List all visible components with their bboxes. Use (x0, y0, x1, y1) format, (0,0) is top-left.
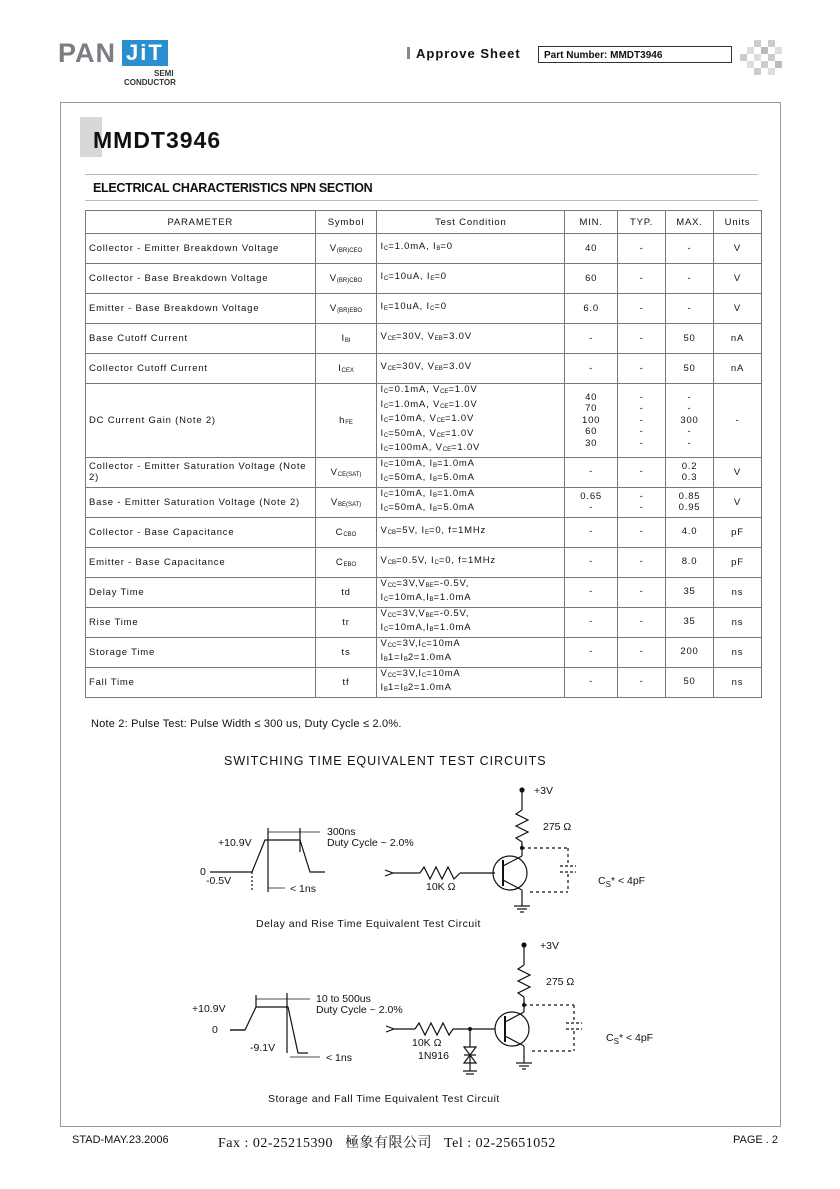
pulse-test-note: Note 2: Pulse Test: Pulse Width ≤ 300 us, Duty Cycle ≤ 2.0%. (91, 718, 402, 730)
logo-conductor-text: CONDUCTOR (124, 78, 176, 87)
test-condition-cell: $I_C=10mA$, $I_B=1.0mA$ $I_C=50mA$, $I_B=5.0mA$ (377, 457, 565, 487)
symbol-cell: $h_{FE}$ (315, 384, 377, 458)
company-logo (58, 38, 188, 90)
table-row (86, 294, 762, 324)
typ-value-cell: - - - - - (618, 384, 666, 458)
typ-value-cell: - (618, 577, 666, 607)
table-row (86, 324, 762, 354)
electrical-characteristics-table (85, 210, 762, 698)
typ-value-cell: - (618, 354, 666, 384)
page-title: MMDT3946 (93, 127, 222, 153)
table-row (86, 547, 762, 577)
test-condition-cell: $V_{CC}=3V,I_C=10mA$ $I_B1=I_B2=1.0mA$ (377, 637, 565, 667)
transistor-icon (495, 1012, 529, 1046)
typ-value-cell: - (618, 234, 666, 264)
c2-diode-label: 1N916 (418, 1050, 449, 1062)
units-cell: nA (714, 354, 762, 384)
column-header: MIN. (565, 211, 618, 234)
units-cell: nA (714, 324, 762, 354)
c1-pulse-width-label: 300ns (327, 826, 356, 838)
divider (85, 174, 758, 175)
symbol-cell: tf (315, 667, 377, 697)
max-value-cell: 8.0 (666, 547, 714, 577)
max-value-cell: - - 300 - - (666, 384, 714, 458)
units-cell: V (714, 487, 762, 517)
max-value-cell: - (666, 264, 714, 294)
test-condition-cell: $V_{CE}=30V$, $V_{EB}=3.0V$ (377, 324, 565, 354)
min-value-cell: 40 70 100 60 30 (565, 384, 618, 458)
c2-cap-label: $C_S* < 4pF$ (606, 1032, 654, 1046)
symbol-cell: $V_{BE(SAT)}$ (315, 487, 377, 517)
c1-pulse-zero-label: 0 (200, 866, 206, 878)
typ-value-cell: - (618, 457, 666, 487)
table-header-row (86, 211, 762, 234)
units-cell: ns (714, 607, 762, 637)
parameter-cell: Collector - Emitter Breakdown Voltage (86, 234, 316, 264)
parameter-cell: Base - Emitter Saturation Voltage (Note 2) (86, 487, 316, 517)
min-value-cell: - (565, 607, 618, 637)
min-value-cell: - (565, 517, 618, 547)
table-row (86, 637, 762, 667)
symbol-cell: td (315, 577, 377, 607)
transistor-icon (493, 856, 527, 890)
footer-contact: Fax : 02-25215390 極象有限公司 Tel : 02-25651052 (218, 1136, 556, 1151)
circuit1-caption: Delay and Rise Time Equivalent Test Circuit (256, 918, 481, 930)
units-cell: V (714, 264, 762, 294)
units-cell: V (714, 234, 762, 264)
parameter-cell: DC Current Gain (Note 2) (86, 384, 316, 458)
c2-supply-label: +3V (540, 940, 559, 952)
max-value-cell: 0.2 0.3 (666, 457, 714, 487)
max-value-cell: 0.85 0.95 (666, 487, 714, 517)
typ-value-cell: - (618, 294, 666, 324)
max-value-cell: 35 (666, 607, 714, 637)
max-value-cell: - (666, 294, 714, 324)
part-number-box: Part Number: MMDT3946 (538, 46, 732, 63)
c2-pulse-high-label: +10.9V (192, 1003, 226, 1015)
units-cell: ns (714, 637, 762, 667)
symbol-cell: $V_{CE(SAT)}$ (315, 457, 377, 487)
c1-cap-label: $C_S* < 4pF$ (598, 875, 646, 889)
symbol-cell: tr (315, 607, 377, 637)
collector-resistor-icon (516, 810, 528, 842)
test-condition-cell: $V_{CE}=30V$, $V_{EB}=3.0V$ (377, 354, 565, 384)
divider (85, 200, 758, 201)
parameter-cell: Emitter - Base Capacitance (86, 547, 316, 577)
test-condition-cell: $I_C=0.1mA$, $V_{CE}=1.0V$ $I_C=1.0mA$, $V_{CE}=1.0V$ $I_C=10mA$, $V_{CE}=1.0V$ $I_C=50mA$, $V_{CE}=1.0V$ $I_C=100mA$, $V_{CE}=1.0V$ (377, 384, 565, 458)
table-row (86, 517, 762, 547)
parameter-cell: Collector - Base Capacitance (86, 517, 316, 547)
min-value-cell: 60 (565, 264, 618, 294)
typ-value-cell: - (618, 607, 666, 637)
max-value-cell: 35 (666, 577, 714, 607)
symbol-cell: $I_{BI}$ (315, 324, 377, 354)
logo-pan-text: PAN (58, 38, 117, 68)
max-value-cell: 50 (666, 354, 714, 384)
c2-duty-label: Duty Cycle ~ 2.0% (316, 1004, 403, 1016)
table-row (86, 667, 762, 697)
c1-pulse-low-label: -0.5V (206, 875, 232, 887)
c1-duty-label: Duty Cycle ~ 2.0% (327, 837, 414, 849)
symbol-cell: $I_{CEX}$ (315, 354, 377, 384)
c2-fall-label: < 1ns (326, 1052, 352, 1064)
table-row (86, 384, 762, 458)
logo-jit-text: JiT (122, 40, 168, 66)
units-cell: pF (714, 547, 762, 577)
switching-title: SWITCHING TIME EQUIVALENT TEST CIRCUITS (224, 754, 547, 768)
units-cell: V (714, 294, 762, 324)
symbol-cell: $V_{(BR)EBO}$ (315, 294, 377, 324)
test-condition-cell: $V_{CB}=0.5V$, $I_C=0$, f=1MHz (377, 547, 565, 577)
min-value-cell: 40 (565, 234, 618, 264)
parameter-cell: Collector - Base Breakdown Voltage (86, 264, 316, 294)
column-header: TYP. (618, 211, 666, 234)
min-value-cell: - (565, 637, 618, 667)
parameter-cell: Fall Time (86, 667, 316, 697)
table-row (86, 487, 762, 517)
units-cell: - (714, 384, 762, 458)
c2-pulse-low-label: -9.1V (250, 1042, 276, 1054)
test-condition-cell: $V_{CC}=3V,I_C=10mA$ $I_B1=I_B2=1.0mA$ (377, 667, 565, 697)
min-value-cell: 0.65 - (565, 487, 618, 517)
typ-value-cell: - (618, 324, 666, 354)
typ-value-cell: - (618, 637, 666, 667)
table-body (86, 234, 762, 698)
units-cell: ns (714, 667, 762, 697)
typ-value-cell: - (618, 667, 666, 697)
min-value-cell: 6.0 (565, 294, 618, 324)
parameter-cell: Collector Cutoff Current (86, 354, 316, 384)
c2-collector-resistor-label: 275 Ω (546, 976, 575, 988)
units-cell: pF (714, 517, 762, 547)
test-condition-cell: $I_C=10mA$, $I_B=1.0mA$ $I_C=50mA$, $I_B=5.0mA$ (377, 487, 565, 517)
approve-sheet-label: Approve Sheet (407, 46, 521, 61)
parameter-cell: Delay Time (86, 577, 316, 607)
typ-value-cell: - (618, 264, 666, 294)
symbol-cell: $V_{(BR)CEO}$ (315, 234, 377, 264)
c2-pulse-zero-label: 0 (212, 1024, 218, 1036)
c2-base-resistor-label: 10K Ω (412, 1037, 442, 1049)
max-value-cell: 4.0 (666, 517, 714, 547)
footer-document-id: STAD-MAY.23.2006 (72, 1134, 169, 1146)
max-value-cell: 50 (666, 667, 714, 697)
units-cell: V (714, 457, 762, 487)
min-value-cell: - (565, 324, 618, 354)
c1-collector-resistor-label: 275 Ω (543, 821, 572, 833)
table-row (86, 577, 762, 607)
symbol-cell: $V_{(BR)CBO}$ (315, 264, 377, 294)
table-row (86, 234, 762, 264)
test-condition-cell: $I_C=1.0mA$, $I_B=0$ (377, 234, 565, 264)
delay-rise-circuit-diagram (190, 780, 690, 920)
parameter-cell: Collector - Emitter Saturation Voltage (Note 2) (86, 457, 316, 487)
max-value-cell: - (666, 234, 714, 264)
min-value-cell: - (565, 354, 618, 384)
test-condition-cell: $V_{CB}=5V$, $I_E=0$, f=1MHz (377, 517, 565, 547)
test-condition-cell: $I_C=10uA$, $I_E=0$ (377, 264, 565, 294)
table-row (86, 354, 762, 384)
max-value-cell: 50 (666, 324, 714, 354)
min-value-cell: - (565, 547, 618, 577)
table-row (86, 607, 762, 637)
min-value-cell: - (565, 457, 618, 487)
min-value-cell: - (565, 667, 618, 697)
parameter-cell: Emitter - Base Breakdown Voltage (86, 294, 316, 324)
parameter-cell: Base Cutoff Current (86, 324, 316, 354)
test-condition-cell: $V_{CC}=3V,V_{BE}=-0.5V$, $I_C=10mA,I_B=1.0mA$ (377, 607, 565, 637)
table-row (86, 457, 762, 487)
symbol-cell: $C_{CBO}$ (315, 517, 377, 547)
section-title: ELECTRICAL CHARACTERISTICS NPN SECTION (93, 181, 373, 195)
collector-resistor-icon (518, 965, 530, 997)
c2-pulse-width-label: 10 to 500us (316, 993, 371, 1005)
table-row (86, 264, 762, 294)
base-resistor-icon (415, 1023, 453, 1035)
column-header: Symbol (315, 211, 377, 234)
c1-supply-label: +3V (534, 785, 553, 797)
column-header: PARAMETER (86, 211, 316, 234)
min-value-cell: - (565, 577, 618, 607)
footer-page-number: PAGE . 2 (733, 1134, 779, 1146)
circuit2-caption: Storage and Fall Time Equivalent Test Circuit (268, 1093, 500, 1105)
diode-icon (464, 1047, 476, 1055)
parameter-cell: Rise Time (86, 607, 316, 637)
parameter-cell: Storage Time (86, 637, 316, 667)
base-resistor-icon (420, 867, 460, 879)
max-value-cell: 200 (666, 637, 714, 667)
c1-rise-label: < 1ns (290, 883, 316, 895)
typ-value-cell: - - (618, 487, 666, 517)
checker-pattern-icon (740, 40, 782, 80)
logo-semi-text: SEMI (154, 69, 174, 78)
symbol-cell: $C_{EBO}$ (315, 547, 377, 577)
typ-value-cell: - (618, 517, 666, 547)
column-header: MAX. (666, 211, 714, 234)
test-condition-cell: $V_{CC}=3V,V_{BE}=-0.5V$, $I_C=10mA,I_B=1.0mA$ (377, 577, 565, 607)
symbol-cell: ts (315, 637, 377, 667)
test-condition-cell: $I_E=10uA$, $I_C=0$ (377, 294, 565, 324)
c1-pulse-high-label: +10.9V (218, 837, 252, 849)
part-number-value: MMDT3946 (610, 50, 663, 61)
units-cell: ns (714, 577, 762, 607)
column-header: Units (714, 211, 762, 234)
typ-value-cell: - (618, 547, 666, 577)
c1-base-resistor-label: 10K Ω (426, 881, 456, 893)
storage-fall-circuit-diagram (190, 935, 690, 1085)
column-header: Test Condition (377, 211, 565, 234)
